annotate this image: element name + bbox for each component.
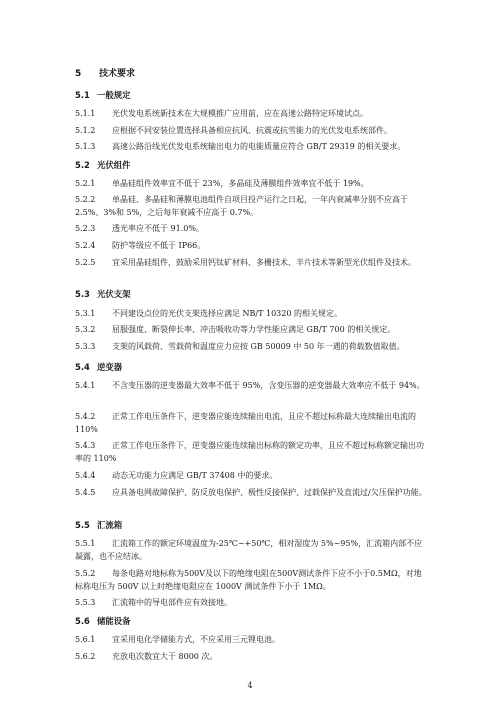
- clause-number: 5.2.3: [75, 224, 96, 233]
- clause-text: 不含变压器的逆变器最大效率不低于 95%，含变压器的逆变器最大效率应不低于 94%。: [112, 381, 425, 390]
- clause: [75, 239, 427, 252]
- clause: [75, 410, 427, 436]
- clause-number: 5.6.1: [75, 635, 96, 644]
- clause: [75, 107, 427, 120]
- clause-text: 汇流箱工作的额定环境温度为-25℃~+50℃，相对湿度为 5%~95%，汇流箱内部不应凝露，也不应结冰。: [75, 539, 423, 561]
- clause: [75, 486, 427, 499]
- clause-text: 应根据不同安装位置选择具备相应抗风、抗震或抗雪能力的光伏发电系统部件。: [112, 126, 392, 135]
- clause-number: 5.1.2: [75, 126, 96, 135]
- clause: [75, 340, 427, 353]
- clause-number: 5.1.3: [75, 142, 96, 151]
- clause-text: 应具备电网故障保护、防反放电保护、极性反接保护、过载保护及直流过/欠压保护功能。: [112, 488, 427, 497]
- clause-text: 透光率应不低于 91.0%。: [112, 224, 204, 233]
- clause: [75, 633, 427, 646]
- clause-number: 5.6.2: [75, 652, 96, 661]
- clause-number: 5.4.4: [75, 471, 96, 480]
- clause-text: 屈服强度、断裂伸长率、冲击吸收功等力学性能应满足 GB/T 700 的相关规定。: [112, 325, 396, 334]
- subsection-heading: 5.1 一般规定: [75, 90, 131, 100]
- clause-text: 单晶硅、多晶硅和薄膜电池组件自项目投产运行之日起，一年内衰减率分别不应高于 2.5%、3%和 5%，之后每年衰减不应高于 0.7%。: [75, 195, 408, 217]
- section-title: 技术要求: [99, 69, 136, 79]
- clause: [75, 567, 427, 593]
- clause-text: 正常工作电压条件下，逆变器应能连续输出标称的额定功率，且应不超过标称额定输出功率的 110%: [75, 441, 424, 463]
- clause-number: 5.3.3: [75, 342, 96, 351]
- subsection-heading: 5.5 汇流箱: [75, 520, 123, 530]
- clause: [75, 124, 427, 137]
- clause-number: 5.2.1: [75, 179, 96, 188]
- clause-text: 不同建设点位的光伏支架选择应满足 NB/T 10320 的相关规定。: [112, 309, 342, 318]
- clause-number: 5.5.2: [75, 569, 96, 578]
- clause-text: 防护等级应不低于 IP66。: [112, 241, 206, 250]
- clause: [75, 140, 427, 153]
- section-heading: [75, 66, 135, 79]
- clause-number: 5.5.1: [75, 539, 96, 548]
- clause: [75, 222, 427, 235]
- clause-text: 单晶硅组件效率宜不低于 23%，多晶硅及薄膜组件效率宜不低于 19%。: [112, 179, 369, 188]
- clause-text: 光伏发电系统新技术在大规模推广应用前，应在高速公路特定环境试点。: [112, 109, 368, 118]
- clause-text: 宜采用电化学储能方式，不应采用三元锂电池。: [112, 635, 280, 644]
- clause-text: 动态无功能力应满足 GB/T 37408 中的要求。: [112, 471, 278, 480]
- clause-number: 5.3.1: [75, 309, 96, 318]
- clause-text: 宜采用晶硅组件，鼓励采用钙钛矿材料、多栅技术、半片技术等新型光伏组件及技术。: [112, 258, 416, 267]
- subsection-heading: 5.6 储能设备: [75, 616, 131, 626]
- clause: [75, 596, 427, 609]
- clause-text: 充放电次数宜大于 8000 次。: [112, 652, 218, 661]
- clause: [75, 439, 427, 465]
- clause: [75, 256, 427, 269]
- clause-number: 5.2.4: [75, 241, 96, 250]
- clause-number: 5.2.5: [75, 258, 96, 267]
- clause-text: 高速公路沿线光伏发电系统输出电力的电能质量应符合 GB/T 29319 的相关要求。: [112, 142, 406, 151]
- clause-text: 汇流箱中的导电部件应有效接地。: [112, 598, 232, 607]
- clause: [75, 537, 427, 563]
- clause-number: 5.5.3: [75, 598, 96, 607]
- clause-number: 5.4.1: [75, 381, 96, 390]
- page-number: 4: [247, 681, 253, 690]
- clause: [75, 323, 427, 336]
- clause-text: 正常工作电压条件下，逆变器应能连续输出电流，且应不超过标称最大连续输出电流的 110%: [75, 412, 416, 434]
- clause-number: 5.4.2: [75, 412, 96, 421]
- clause: [75, 379, 427, 392]
- subsection-heading: 5.2 光伏组件: [75, 160, 131, 170]
- clause-number: 5.4.3: [75, 441, 96, 450]
- clause: [75, 193, 427, 219]
- clause: [75, 650, 427, 663]
- clause: [75, 469, 427, 482]
- section-number: 5: [75, 69, 82, 79]
- clause-number: 5.3.2: [75, 325, 96, 334]
- clause-number: 5.2.2: [75, 195, 96, 204]
- clause: [75, 307, 427, 320]
- subsection-heading: 5.3 光伏支架: [75, 289, 131, 299]
- clause-text: 每条电路对地标称为500V及以下的绝缘电阻在500V测试条件下应不小于0.5MΩ，对地标称电压为 500V 以上时绝缘电阻应在 1000V 测试条件下小于 1MΩ。: [75, 569, 422, 591]
- clause-number: 5.4.5: [75, 488, 96, 497]
- clause: [75, 177, 427, 190]
- clause-number: 5.1.1: [75, 109, 96, 118]
- clause-text: 支架的风载荷、雪载荷和温度应力应按 GB 50009 中 50 年一遇的荷载数值取值。: [112, 342, 405, 351]
- subsection-heading: 5.4 逆变器: [75, 362, 123, 372]
